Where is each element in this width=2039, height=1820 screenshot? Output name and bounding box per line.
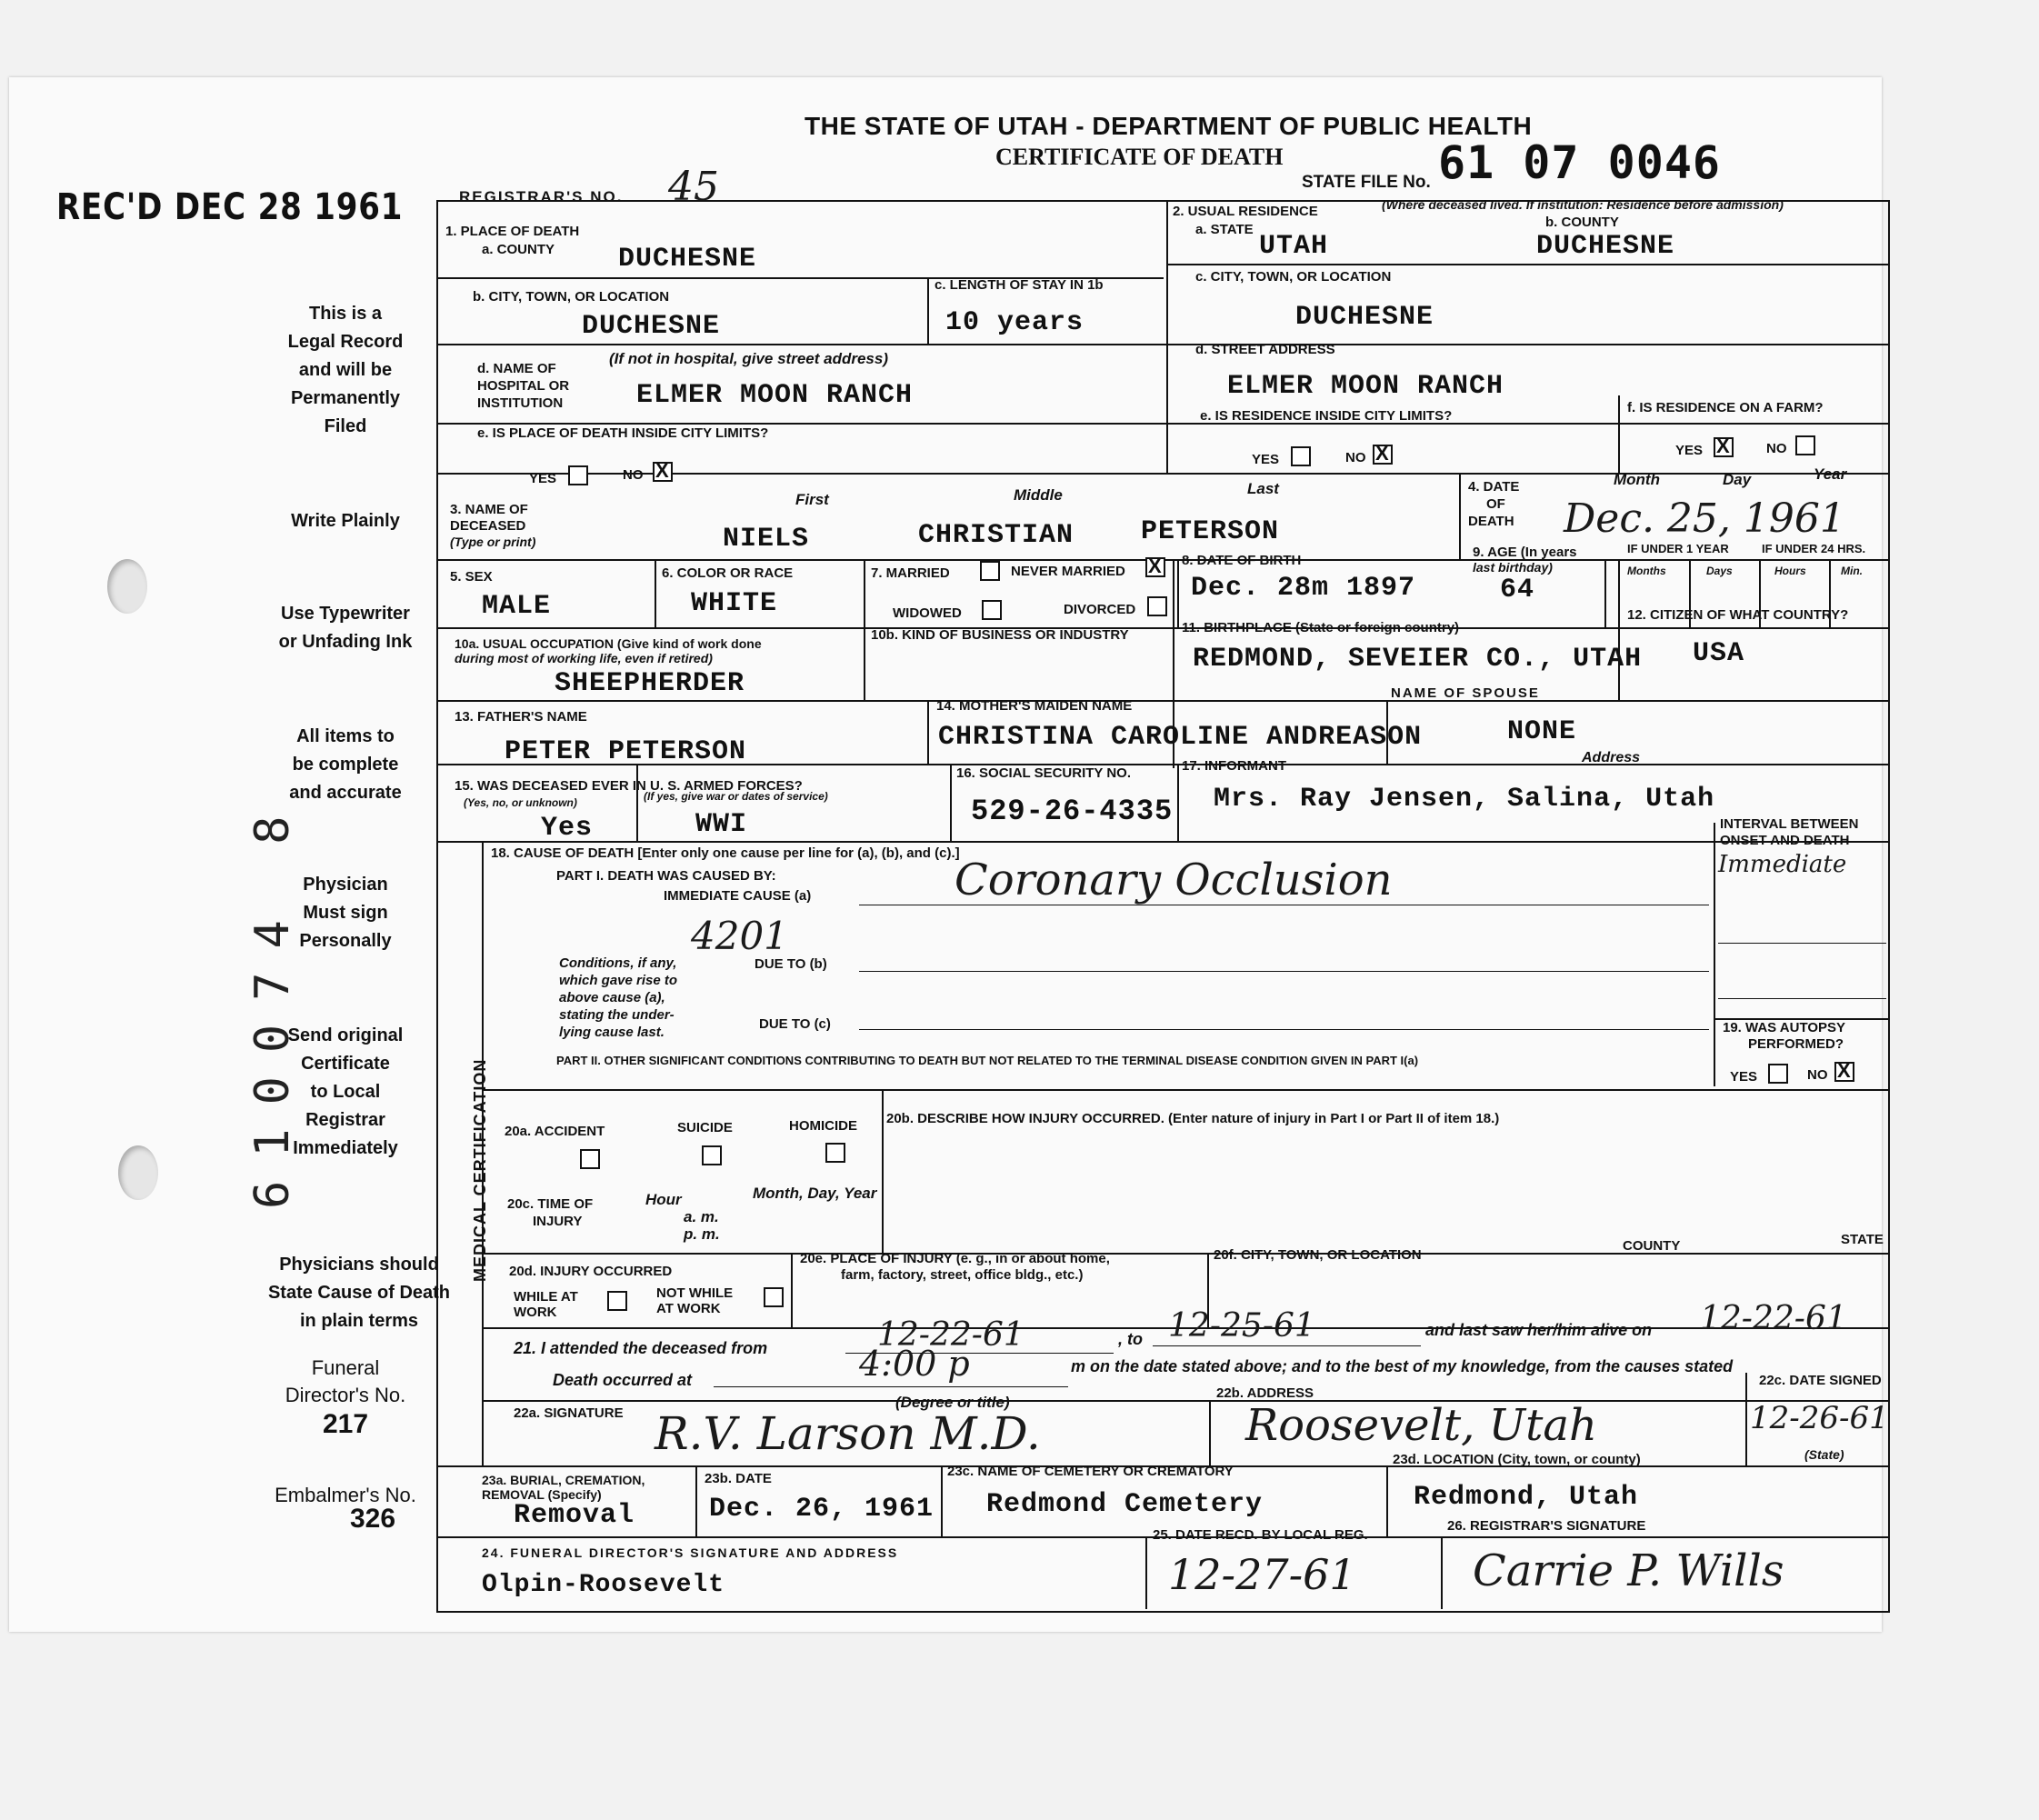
date-received-label: 25. DATE RECD. BY LOCAL REG. xyxy=(1153,1527,1368,1543)
time-of-injury-label: 20c. TIME OF INJURY xyxy=(507,1196,594,1229)
first-label: First xyxy=(795,491,829,508)
injury-state-label: STATE xyxy=(1841,1232,1884,1247)
rule xyxy=(436,344,1889,345)
hospital-label: d. NAME OF HOSPITAL OR INSTITUTION xyxy=(477,361,570,411)
registrar-signature-label: 26. REGISTRAR'S SIGNATURE xyxy=(1447,1518,1646,1534)
physician-address-value: Roosevelt, Utah xyxy=(1245,1400,1597,1451)
sidebar-typewriter: Use Typewriter or Unfading Ink xyxy=(278,604,413,652)
residence-inside-yes-checkbox[interactable] xyxy=(1291,446,1311,466)
burial-label: 23a. BURIAL, CREMATION, REMOVAL (Specify) xyxy=(482,1473,645,1502)
state-title: THE STATE OF UTAH - DEPARTMENT OF PUBLIC HEALTH xyxy=(805,112,1533,140)
county-label: a. COUNTY xyxy=(482,242,555,257)
father-label: 13. FATHER'S NAME xyxy=(455,709,587,725)
interval-line-c xyxy=(1718,998,1886,999)
conditions-label: Conditions, if any, which gave rise to above cause (a), stating the under- lying cause last. xyxy=(559,955,678,1040)
no-label: NO xyxy=(1345,450,1366,465)
rule xyxy=(791,1253,793,1327)
certificate-title: CERTIFICATE OF DEATH xyxy=(995,144,1284,170)
burial-location-label: 23d. LOCATION (City, town, or county) xyxy=(1393,1452,1641,1467)
rule xyxy=(1177,764,1179,841)
funeral-director-number: 217 xyxy=(322,1409,369,1439)
interval-value: Immediate xyxy=(1718,851,1847,878)
married-label: 7. MARRIED xyxy=(871,565,950,581)
immediate-cause-label: IMMEDIATE CAUSE (a) xyxy=(664,888,812,904)
sidebar-write: Write Plainly xyxy=(291,511,400,531)
received-stamp: REC'D DEC 28 1961 xyxy=(56,186,404,228)
age-label: 9. AGE (In years last birthday) xyxy=(1473,545,1577,575)
attended-label: 21. I attended the deceased from xyxy=(514,1339,768,1357)
rule xyxy=(655,559,656,627)
yes-label: YES xyxy=(1675,443,1704,458)
hours-label: Hours xyxy=(1774,565,1806,577)
middle-name-value: CHRISTIAN xyxy=(918,520,1074,551)
not-while-at-work-label: NOT WHILE AT WORK xyxy=(656,1285,734,1316)
divorced-checkbox[interactable] xyxy=(1147,596,1167,616)
day-label: Day xyxy=(1723,471,1752,488)
interval-label: INTERVAL BETWEEN ONSET AND DEATH xyxy=(1720,816,1859,848)
sidebar-legal: This is a Legal Record and will be Permanently Filed xyxy=(287,304,404,436)
state-file-label: STATE FILE No. xyxy=(1302,173,1431,192)
street-address-value: ELMER MOON RANCH xyxy=(1227,371,1504,402)
month-day-year-label: Month, Day, Year xyxy=(753,1185,877,1202)
residence-city-value: DUCHESNE xyxy=(1295,302,1434,333)
divorced-label: DIVORCED xyxy=(1064,602,1136,617)
under-24-hrs-label: IF UNDER 24 HRS. xyxy=(1762,542,1866,555)
rule xyxy=(1166,200,1168,473)
punch-hole xyxy=(118,1145,158,1200)
residence-inside-no-checkbox[interactable] xyxy=(1373,445,1393,465)
accident-label: 20a. ACCIDENT xyxy=(505,1124,605,1139)
cause-of-death-label: 18. CAUSE OF DEATH [Enter only one cause per line for (a), (b), and (c).] xyxy=(491,845,960,861)
sidebar-physician: Physician Must sign Personally xyxy=(299,875,392,951)
armed-note-1: (Yes, no, or unknown) xyxy=(464,796,577,809)
age-value: 64 xyxy=(1500,575,1535,605)
while-at-work-label: WHILE AT WORK xyxy=(514,1289,578,1320)
funeral-director-label: Funeral Director's No. xyxy=(285,1356,406,1406)
sex-value: MALE xyxy=(482,591,552,622)
last-saw-label: and last saw her/him alive on xyxy=(1425,1321,1653,1339)
residence-county-label: b. COUNTY xyxy=(1545,215,1619,230)
place-of-death-label: 1. PLACE OF DEATH xyxy=(445,224,580,239)
spouse-label: NAME OF SPOUSE xyxy=(1391,685,1540,701)
ssn-value: 529-26-4335 xyxy=(971,795,1174,828)
due-to-b-label: DUE TO (b) xyxy=(755,956,827,972)
married-checkbox[interactable] xyxy=(980,561,1000,581)
armed-note-2: (If yes, give war or dates of service) xyxy=(644,790,828,803)
signature-label: 22a. SIGNATURE xyxy=(514,1405,624,1421)
occupation-value: SHEEPHERDER xyxy=(555,668,745,699)
injury-county-label: COUNTY xyxy=(1623,1238,1681,1254)
burial-date-label: 23b. DATE xyxy=(705,1471,772,1486)
last-name-value: PETERSON xyxy=(1141,516,1280,547)
cemetery-label: 23c. NAME OF CEMETERY OR CREMATORY xyxy=(947,1464,1234,1479)
under-1-year-label: IF UNDER 1 YEAR xyxy=(1627,542,1729,555)
rule xyxy=(1604,559,1606,627)
attended-from-value: 12-22-61 xyxy=(877,1316,1024,1354)
sidebar-send: Send original Certificate to Local Registrar Immediately xyxy=(287,1025,404,1158)
death-occurred-at-value: 4:00 p xyxy=(859,1344,970,1384)
sidebar-complete: All items to be complete and accurate xyxy=(289,726,402,803)
rule xyxy=(695,1465,697,1536)
date-received-value: 12-27-61 xyxy=(1168,1550,1356,1599)
last-saw-value: 12-22-61 xyxy=(1700,1300,1847,1337)
mother-value: CHRISTINA CAROLINE ANDREASON xyxy=(938,722,1423,753)
yes-label: YES xyxy=(1730,1069,1758,1085)
usual-residence-label: 2. USUAL RESIDENCE xyxy=(1173,204,1318,219)
rule xyxy=(436,700,1889,702)
months-label: Months xyxy=(1627,565,1666,577)
no-label: NO xyxy=(1766,441,1787,456)
date-signed-value: 12-26-61 xyxy=(1750,1400,1889,1436)
address-label: Address xyxy=(1582,750,1641,765)
widowed-label: WIDOWED xyxy=(893,605,962,621)
residence-note: (Where deceased lived. If institution: Residence before admission) xyxy=(1382,197,1784,212)
rule xyxy=(436,627,1889,629)
spouse-value: NONE xyxy=(1507,716,1577,747)
inside-city-label: e. IS PLACE OF DEATH INSIDE CITY LIMITS? xyxy=(477,425,769,441)
death-city-value: DUCHESNE xyxy=(582,311,721,342)
occurred-at-line xyxy=(714,1386,1068,1387)
vertical-serial-number: 610074 8 xyxy=(245,792,300,1209)
race-label: 6. COLOR OR RACE xyxy=(662,565,794,581)
rule xyxy=(1714,823,1715,1086)
part2-label: PART II. OTHER SIGNIFICANT CONDITIONS CONTRIBUTING TO DEATH BUT NOT RELATED TO THE TERMINAL DISEASE CONDITION GIVEN IN PART I(a) xyxy=(556,1054,1419,1067)
punch-hole xyxy=(107,559,147,614)
rule xyxy=(1145,1536,1147,1609)
no-label: NO xyxy=(623,467,644,483)
month-label: Month xyxy=(1614,471,1660,488)
burial-value: Removal xyxy=(514,1500,635,1531)
rule xyxy=(482,1400,1889,1402)
date-of-birth-label: 8. DATE OF BIRTH xyxy=(1182,553,1302,568)
residence-city-label: c. CITY, TOWN, OR LOCATION xyxy=(1195,269,1392,285)
place-of-injury-label: 20e. PLACE OF INJURY (e. g., in or about home, farm, factory, street, office bldg., etc.) xyxy=(800,1251,1110,1283)
burial-location-value: Redmond, Utah xyxy=(1414,1482,1639,1513)
injury-occurred-label: 20d. INJURY OCCURRED xyxy=(509,1264,673,1279)
cause-line-c xyxy=(859,1029,1709,1030)
rule xyxy=(882,1089,884,1253)
never-married-checkbox[interactable] xyxy=(1145,557,1165,577)
death-occurred-at-label: Death occurred at xyxy=(553,1371,693,1389)
residence-inside-label: e. IS RESIDENCE INSIDE CITY LIMITS? xyxy=(1200,408,1453,424)
attended-to-line xyxy=(1153,1345,1421,1346)
part1-label: PART I. DEATH WAS CAUSED BY: xyxy=(556,868,776,884)
hour-label: Hour a. m. p. m. xyxy=(645,1191,720,1243)
farm-label: f. IS RESIDENCE ON A FARM? xyxy=(1627,400,1824,415)
burial-date-value: Dec. 26, 1961 xyxy=(709,1494,935,1525)
sidebar-plain-terms: Physicians should State Cause of Death in plain terms xyxy=(267,1255,451,1331)
embalmer-label: Embalmer's No. xyxy=(275,1484,416,1506)
min-label: Min. xyxy=(1841,565,1863,577)
physician-address-label: 22b. ADDRESS xyxy=(1216,1385,1314,1401)
death-inside-no-checkbox[interactable] xyxy=(653,462,673,482)
due-to-c-label: DUE TO (c) xyxy=(759,1016,831,1032)
date-of-birth-value: Dec. 28m 1897 xyxy=(1191,573,1416,604)
informant-label: 17. INFORMANT xyxy=(1182,758,1287,774)
suicide-label: SUICIDE xyxy=(677,1120,733,1135)
no-label: NO xyxy=(1807,1067,1828,1083)
injury-how-label: 20b. DESCRIBE HOW INJURY OCCURRED. (Enter nature of injury in Part I or Part II of item 18.) xyxy=(886,1111,1500,1126)
deceased-name-label: 3. NAME OF DECEASED (Type or print) xyxy=(450,502,536,549)
citizen-value: USA xyxy=(1693,638,1745,669)
farm-no-checkbox[interactable] xyxy=(1795,435,1815,455)
farm-yes-checkbox[interactable] xyxy=(1714,437,1734,457)
immediate-cause-value: Coronary Occlusion xyxy=(955,855,1393,905)
residence-state-value: UTAH xyxy=(1259,231,1329,262)
citizen-label: 12. CITIZEN OF WHAT COUNTRY? xyxy=(1627,607,1849,623)
rule xyxy=(436,841,1889,843)
accident-checkbox[interactable] xyxy=(580,1149,600,1169)
physician-signature: R.V. Larson M.D. xyxy=(655,1407,1041,1460)
rule xyxy=(636,764,638,841)
hospital-value: ELMER MOON RANCH xyxy=(636,380,914,411)
city-label: b. CITY, TOWN, OR LOCATION xyxy=(473,289,670,305)
attended-to-value: 12-25-61 xyxy=(1168,1307,1315,1345)
rule xyxy=(1209,1400,1211,1465)
state-label: a. STATE xyxy=(1195,222,1254,237)
rule xyxy=(1618,559,1620,700)
date-of-death-label: 4. DATE OF DEATH xyxy=(1468,479,1520,529)
never-married-label: NEVER MARRIED xyxy=(1011,564,1125,579)
last-label: Last xyxy=(1247,480,1279,497)
hospital-note: (If not in hospital, give street address) xyxy=(609,350,888,367)
suicide-checkbox[interactable] xyxy=(702,1145,722,1165)
burial-state-label: (State) xyxy=(1804,1447,1844,1462)
rule xyxy=(1177,559,1179,627)
knowledge-text: m on the date stated above; and to the best of my knowledge, from the causes stated xyxy=(1071,1357,1734,1375)
rule xyxy=(1386,1465,1388,1536)
street-address-label: d. STREET ADDRESS xyxy=(1195,342,1335,357)
length-of-stay-value: 10 years xyxy=(945,307,1084,338)
to-label: , to xyxy=(1118,1330,1143,1348)
funeral-director-sig-value: Olpin-Roosevelt xyxy=(482,1571,725,1599)
occupation-label: 10a. USUAL OCCUPATION (Give kind of work done during most of working life, even if retired) xyxy=(455,636,762,665)
armed-forces-label: 15. WAS DECEASED EVER IN U. S. ARMED FORCES? xyxy=(455,778,803,794)
residence-county-value: DUCHESNE xyxy=(1536,231,1675,262)
autopsy-yes-checkbox[interactable] xyxy=(1768,1064,1788,1084)
widowed-checkbox[interactable] xyxy=(982,600,1002,620)
length-of-stay-label: c. LENGTH OF STAY IN 1b xyxy=(935,277,1104,293)
armed-forces-value: Yes xyxy=(541,813,594,844)
mother-label: 14. MOTHER'S MAIDEN NAME xyxy=(936,698,1133,714)
war-value: WWI xyxy=(695,809,748,840)
homicide-label: HOMICIDE xyxy=(789,1118,857,1134)
ssn-label: 16. SOCIAL SECURITY NO. xyxy=(956,765,1131,781)
race-value: WHITE xyxy=(691,588,778,619)
death-inside-yes-checkbox[interactable] xyxy=(568,465,588,485)
embalmer-number: 326 xyxy=(349,1504,396,1534)
state-file-number: 61 07 0046 xyxy=(1438,136,1722,189)
first-name-value: NIELS xyxy=(723,524,810,555)
rule xyxy=(1618,395,1620,473)
father-value: PETER PETERSON xyxy=(505,736,747,767)
yes-label: YES xyxy=(1252,452,1280,467)
while-at-work-checkbox[interactable] xyxy=(607,1291,627,1311)
cemetery-value: Redmond Cemetery xyxy=(986,1489,1264,1520)
birthplace-value: REDMOND, SEVEIER CO., UTAH xyxy=(1193,644,1643,675)
death-county-value: DUCHESNE xyxy=(618,244,757,275)
registrar-number: 45 xyxy=(668,164,719,210)
homicide-checkbox[interactable] xyxy=(825,1143,845,1163)
rule xyxy=(482,1089,1889,1091)
medical-certification-label: MEDICAL CERTIFICATION xyxy=(471,1058,489,1282)
rule xyxy=(941,1465,943,1536)
rule xyxy=(927,277,929,344)
registrar-signature: Carrie P. Wills xyxy=(1473,1545,1784,1596)
rule xyxy=(436,423,1889,425)
rule xyxy=(864,559,865,700)
rule xyxy=(950,764,952,841)
informant-value: Mrs. Ray Jensen, Salina, Utah xyxy=(1214,784,1715,815)
cause-line-b xyxy=(859,971,1709,972)
rule xyxy=(1745,1373,1747,1465)
date-signed-label: 22c. DATE SIGNED xyxy=(1759,1373,1882,1388)
date-of-death-value: Dec. 25, 1961 xyxy=(1564,495,1845,542)
rule xyxy=(1166,264,1889,265)
sex-label: 5. SEX xyxy=(450,569,493,585)
rule xyxy=(1441,1536,1443,1609)
degree-label: (Degree or title) xyxy=(895,1394,1010,1411)
year-label: Year xyxy=(1814,465,1847,483)
cause-code: 4201 xyxy=(691,914,788,958)
autopsy-label: 19. WAS AUTOPSY PERFORMED? xyxy=(1723,1020,1846,1052)
birthplace-label: 11. BIRTHPLACE (State or foreign country) xyxy=(1182,620,1460,635)
rule xyxy=(1459,473,1461,559)
days-label: Days xyxy=(1706,565,1733,577)
interval-line-b xyxy=(1718,943,1886,944)
middle-label: Middle xyxy=(1014,486,1063,504)
yes-label: YES xyxy=(529,471,557,486)
business-label: 10b. KIND OF BUSINESS OR INDUSTRY xyxy=(871,627,1129,643)
registrar-no-label: REGISTRAR'S NO. xyxy=(459,188,624,205)
rule xyxy=(927,700,929,764)
not-while-at-work-checkbox[interactable] xyxy=(764,1287,784,1307)
autopsy-no-checkbox[interactable] xyxy=(1834,1062,1854,1082)
funeral-director-sig-label: 24. FUNERAL DIRECTOR'S SIGNATURE AND ADDRESS xyxy=(482,1545,899,1560)
injury-city-label: 20f. CITY, TOWN, OR LOCATION xyxy=(1214,1247,1422,1263)
